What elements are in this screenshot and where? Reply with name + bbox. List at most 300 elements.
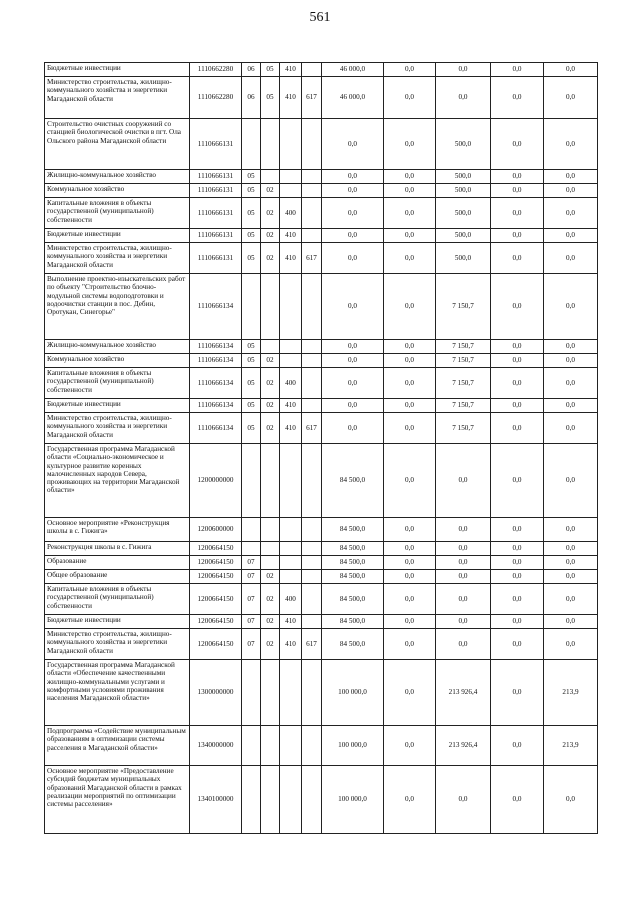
table-row: [45, 229, 598, 243]
amount-cell-5: 213,9: [544, 726, 598, 766]
amount-cell-1: 0,0: [322, 170, 384, 184]
subsection-code-cell: [261, 340, 280, 354]
amount-cell-5: 0,0: [544, 615, 598, 629]
subsection-code-cell: [261, 766, 280, 834]
row-name-cell: Основное мероприятие «Реконструкция школы в с. Гижига»: [45, 518, 190, 542]
expense-type-cell: [280, 542, 302, 556]
csr-code-cell: 1200000000: [190, 444, 242, 518]
amount-cell-2: 0,0: [384, 766, 436, 834]
amount-cell-3: 0,0: [436, 542, 491, 556]
amount-cell-3: 0,0: [436, 556, 491, 570]
amount-cell-4: 0,0: [491, 368, 544, 399]
section-code-cell: 05: [242, 399, 261, 413]
csr-code-cell: 1110666131: [190, 119, 242, 170]
section-code-cell: 05: [242, 198, 261, 229]
row-name-cell: Бюджетные инвестиции: [45, 615, 190, 629]
expense-type-cell: 410: [280, 63, 302, 77]
row-name-cell: Капитальные вложения в объекты государственной (муниципальной) собственности: [45, 584, 190, 615]
amount-cell-3: 0,0: [436, 444, 491, 518]
csr-code-cell: 1200664150: [190, 615, 242, 629]
admin-code-cell: [302, 63, 322, 77]
section-code-cell: 05: [242, 229, 261, 243]
expense-type-cell: 410: [280, 229, 302, 243]
row-name-cell: Подпрограмма «Содействие муниципальным образованиям в оптимизации системы расселения в Магаданской области»: [45, 726, 190, 766]
amount-cell-3: 500,0: [436, 184, 491, 198]
amount-cell-5: 0,0: [544, 243, 598, 274]
amount-cell-4: 0,0: [491, 119, 544, 170]
amount-cell-1: 0,0: [322, 119, 384, 170]
admin-code-cell: [302, 119, 322, 170]
table-row: [45, 556, 598, 570]
csr-code-cell: 1200600000: [190, 518, 242, 542]
amount-cell-4: 0,0: [491, 229, 544, 243]
row-name-cell: Выполнение проектно-изыскательских работ по объекту "Строительство блочно-модульной системы водоподготовки и водоочистки станции в пос. Дебин, Оротукан, Синегорье": [45, 274, 190, 340]
amount-cell-5: 0,0: [544, 340, 598, 354]
page-number: 561: [309, 10, 331, 25]
amount-cell-3: 213 926,4: [436, 660, 491, 726]
amount-cell-2: 0,0: [384, 615, 436, 629]
section-code-cell: 05: [242, 340, 261, 354]
csr-code-cell: 1110666131: [190, 198, 242, 229]
row-name-cell: Жилищно-коммунальное хозяйство: [45, 170, 190, 184]
csr-code-cell: 1200664150: [190, 570, 242, 584]
table-row: [45, 570, 598, 584]
section-code-cell: [242, 518, 261, 542]
amount-cell-3: 0,0: [436, 629, 491, 660]
admin-code-cell: [302, 542, 322, 556]
expense-type-cell: [280, 119, 302, 170]
amount-cell-5: 0,0: [544, 556, 598, 570]
amount-cell-3: 7 150,7: [436, 368, 491, 399]
amount-cell-3: 0,0: [436, 584, 491, 615]
amount-cell-4: 0,0: [491, 660, 544, 726]
amount-cell-1: 46 000,0: [322, 77, 384, 119]
budget-table: [44, 62, 598, 834]
amount-cell-5: 0,0: [544, 274, 598, 340]
expense-type-cell: [280, 766, 302, 834]
amount-cell-3: 0,0: [436, 518, 491, 542]
amount-cell-1: 0,0: [322, 184, 384, 198]
amount-cell-4: 0,0: [491, 198, 544, 229]
table-row: [45, 368, 598, 399]
admin-code-cell: [302, 556, 322, 570]
amount-cell-4: 0,0: [491, 570, 544, 584]
amount-cell-2: 0,0: [384, 584, 436, 615]
amount-cell-4: 0,0: [491, 63, 544, 77]
amount-cell-4: 0,0: [491, 766, 544, 834]
amount-cell-5: 0,0: [544, 542, 598, 556]
csr-code-cell: 1200664150: [190, 629, 242, 660]
amount-cell-1: 100 000,0: [322, 766, 384, 834]
expense-type-cell: 400: [280, 584, 302, 615]
expense-type-cell: 410: [280, 629, 302, 660]
csr-code-cell: 1110666134: [190, 413, 242, 444]
amount-cell-4: 0,0: [491, 77, 544, 119]
amount-cell-5: 0,0: [544, 198, 598, 229]
row-name-cell: Бюджетные инвестиции: [45, 229, 190, 243]
amount-cell-2: 0,0: [384, 184, 436, 198]
amount-cell-1: 84 500,0: [322, 444, 384, 518]
amount-cell-4: 0,0: [491, 413, 544, 444]
amount-cell-1: 0,0: [322, 368, 384, 399]
amount-cell-2: 0,0: [384, 444, 436, 518]
amount-cell-4: 0,0: [491, 629, 544, 660]
csr-code-cell: 1110662280: [190, 77, 242, 119]
subsection-code-cell: [261, 542, 280, 556]
subsection-code-cell: 02: [261, 243, 280, 274]
csr-code-cell: 1340000000: [190, 726, 242, 766]
admin-code-cell: [302, 518, 322, 542]
section-code-cell: 07: [242, 615, 261, 629]
subsection-code-cell: 02: [261, 184, 280, 198]
subsection-code-cell: [261, 274, 280, 340]
row-name-cell: Образование: [45, 556, 190, 570]
section-code-cell: [242, 766, 261, 834]
section-code-cell: 06: [242, 63, 261, 77]
subsection-code-cell: [261, 660, 280, 726]
amount-cell-2: 0,0: [384, 354, 436, 368]
amount-cell-4: 0,0: [491, 243, 544, 274]
expense-type-cell: 410: [280, 243, 302, 274]
section-code-cell: [242, 660, 261, 726]
amount-cell-1: 0,0: [322, 354, 384, 368]
amount-cell-2: 0,0: [384, 413, 436, 444]
row-name-cell: Капитальные вложения в объекты государственной (муниципальной) собственности: [45, 198, 190, 229]
table-row: [45, 615, 598, 629]
amount-cell-1: 0,0: [322, 198, 384, 229]
section-code-cell: [242, 119, 261, 170]
admin-code-cell: [302, 170, 322, 184]
section-code-cell: 07: [242, 570, 261, 584]
admin-code-cell: [302, 660, 322, 726]
amount-cell-2: 0,0: [384, 518, 436, 542]
admin-code-cell: [302, 399, 322, 413]
amount-cell-2: 0,0: [384, 570, 436, 584]
amount-cell-3: 0,0: [436, 615, 491, 629]
amount-cell-5: 0,0: [544, 170, 598, 184]
subsection-code-cell: [261, 119, 280, 170]
section-code-cell: [242, 274, 261, 340]
csr-code-cell: 1110666131: [190, 243, 242, 274]
amount-cell-1: 0,0: [322, 413, 384, 444]
subsection-code-cell: 02: [261, 615, 280, 629]
admin-code-cell: 617: [302, 629, 322, 660]
csr-code-cell: 1110666134: [190, 354, 242, 368]
row-name-cell: Жилищно-коммунальное хозяйство: [45, 340, 190, 354]
table-row: [45, 274, 598, 340]
amount-cell-1: 0,0: [322, 399, 384, 413]
section-code-cell: [242, 542, 261, 556]
expense-type-cell: 410: [280, 413, 302, 444]
amount-cell-1: 0,0: [322, 274, 384, 340]
csr-code-cell: 1200664150: [190, 542, 242, 556]
table-row: [45, 660, 598, 726]
section-code-cell: 05: [242, 184, 261, 198]
row-name-cell: Бюджетные инвестиции: [45, 399, 190, 413]
amount-cell-3: 7 150,7: [436, 399, 491, 413]
admin-code-cell: [302, 726, 322, 766]
section-code-cell: 07: [242, 629, 261, 660]
amount-cell-3: 500,0: [436, 119, 491, 170]
table-row: [45, 340, 598, 354]
amount-cell-4: 0,0: [491, 170, 544, 184]
row-name-cell: Министерство строительства, жилищно-коммунального хозяйства и энергетики Магаданской области: [45, 243, 190, 274]
amount-cell-2: 0,0: [384, 368, 436, 399]
subsection-code-cell: 02: [261, 229, 280, 243]
amount-cell-2: 0,0: [384, 198, 436, 229]
amount-cell-4: 0,0: [491, 354, 544, 368]
table-row: [45, 399, 598, 413]
table-row: [45, 444, 598, 518]
amount-cell-3: 0,0: [436, 77, 491, 119]
amount-cell-2: 0,0: [384, 243, 436, 274]
expense-type-cell: [280, 354, 302, 368]
row-name-cell: Бюджетные инвестиции: [45, 63, 190, 77]
amount-cell-5: 0,0: [544, 444, 598, 518]
subsection-code-cell: 02: [261, 570, 280, 584]
amount-cell-5: 0,0: [544, 184, 598, 198]
expense-type-cell: [280, 170, 302, 184]
row-name-cell: Коммунальное хозяйство: [45, 184, 190, 198]
table-row: [45, 170, 598, 184]
subsection-code-cell: 05: [261, 63, 280, 77]
amount-cell-1: 84 500,0: [322, 629, 384, 660]
table-row: [45, 184, 598, 198]
table-row: [45, 198, 598, 229]
subsection-code-cell: [261, 556, 280, 570]
row-name-cell: Государственная программа Магаданской области «Социально-экономическое и культурное развитие коренных малочисленных народов Севера, проживающих на территории Магаданской области»: [45, 444, 190, 518]
admin-code-cell: [302, 615, 322, 629]
row-name-cell: Министерство строительства, жилищно-коммунального хозяйства и энергетики Магаданской области: [45, 629, 190, 660]
table-row: [45, 243, 598, 274]
amount-cell-1: 84 500,0: [322, 584, 384, 615]
row-name-cell: Основное мероприятие «Предоставление субсидий бюджетам муниципальных образований Магаданской области в рамках реализации мероприятий по оптимизации системы расселения»: [45, 766, 190, 834]
amount-cell-1: 84 500,0: [322, 518, 384, 542]
admin-code-cell: [302, 184, 322, 198]
amount-cell-4: 0,0: [491, 399, 544, 413]
amount-cell-4: 0,0: [491, 274, 544, 340]
amount-cell-3: 0,0: [436, 766, 491, 834]
expense-type-cell: 410: [280, 615, 302, 629]
amount-cell-1: 84 500,0: [322, 615, 384, 629]
csr-code-cell: 1200664150: [190, 584, 242, 615]
subsection-code-cell: [261, 444, 280, 518]
amount-cell-1: 84 500,0: [322, 542, 384, 556]
expense-type-cell: [280, 444, 302, 518]
section-code-cell: 05: [242, 368, 261, 399]
expense-type-cell: 400: [280, 368, 302, 399]
admin-code-cell: [302, 766, 322, 834]
amount-cell-5: 0,0: [544, 354, 598, 368]
csr-code-cell: 1110666134: [190, 340, 242, 354]
subsection-code-cell: 02: [261, 354, 280, 368]
amount-cell-3: 0,0: [436, 570, 491, 584]
amount-cell-3: 500,0: [436, 170, 491, 184]
subsection-code-cell: 02: [261, 629, 280, 660]
expense-type-cell: 400: [280, 198, 302, 229]
csr-code-cell: 1110662280: [190, 63, 242, 77]
amount-cell-5: 213,9: [544, 660, 598, 726]
amount-cell-3: 7 150,7: [436, 354, 491, 368]
amount-cell-3: 7 150,7: [436, 274, 491, 340]
amount-cell-3: 500,0: [436, 243, 491, 274]
amount-cell-4: 0,0: [491, 542, 544, 556]
amount-cell-3: 7 150,7: [436, 340, 491, 354]
admin-code-cell: [302, 444, 322, 518]
expense-type-cell: [280, 726, 302, 766]
table-row: [45, 413, 598, 444]
table-row: [45, 766, 598, 834]
amount-cell-2: 0,0: [384, 63, 436, 77]
amount-cell-5: 0,0: [544, 368, 598, 399]
amount-cell-5: 0,0: [544, 399, 598, 413]
amount-cell-4: 0,0: [491, 184, 544, 198]
amount-cell-5: 0,0: [544, 413, 598, 444]
admin-code-cell: [302, 274, 322, 340]
expense-type-cell: [280, 184, 302, 198]
row-name-cell: Министерство строительства, жилищно-коммунального хозяйства и энергетики Магаданской области: [45, 413, 190, 444]
expense-type-cell: 410: [280, 399, 302, 413]
admin-code-cell: 617: [302, 243, 322, 274]
amount-cell-2: 0,0: [384, 77, 436, 119]
csr-code-cell: 1110666131: [190, 170, 242, 184]
amount-cell-3: 500,0: [436, 229, 491, 243]
row-name-cell: Общее образование: [45, 570, 190, 584]
amount-cell-5: 0,0: [544, 584, 598, 615]
amount-cell-5: 0,0: [544, 229, 598, 243]
row-name-cell: Строительство очистных сооружений со станцией биологической очистки в пгт. Ола Ольского района Магаданской области: [45, 119, 190, 170]
amount-cell-1: 84 500,0: [322, 556, 384, 570]
expense-type-cell: [280, 556, 302, 570]
amount-cell-1: 0,0: [322, 243, 384, 274]
row-name-cell: Министерство строительства, жилищно-коммунального хозяйства и энергетики Магаданской области: [45, 77, 190, 119]
row-name-cell: Капитальные вложения в объекты государственной (муниципальной) собственности: [45, 368, 190, 399]
amount-cell-2: 0,0: [384, 556, 436, 570]
expense-type-cell: [280, 340, 302, 354]
admin-code-cell: [302, 570, 322, 584]
amount-cell-5: 0,0: [544, 766, 598, 834]
csr-code-cell: 1110666134: [190, 368, 242, 399]
section-code-cell: 05: [242, 170, 261, 184]
subsection-code-cell: [261, 170, 280, 184]
admin-code-cell: [302, 198, 322, 229]
amount-cell-4: 0,0: [491, 556, 544, 570]
amount-cell-1: 0,0: [322, 229, 384, 243]
table-row: [45, 542, 598, 556]
row-name-cell: Государственная программа Магаданской области «Обеспечение качественными жилищно-коммунальными услугами и комфортными условиями проживания населения Магаданской области»: [45, 660, 190, 726]
subsection-code-cell: 02: [261, 413, 280, 444]
subsection-code-cell: 05: [261, 77, 280, 119]
admin-code-cell: [302, 584, 322, 615]
amount-cell-5: 0,0: [544, 518, 598, 542]
admin-code-cell: [302, 354, 322, 368]
section-code-cell: [242, 726, 261, 766]
section-code-cell: 05: [242, 413, 261, 444]
expense-type-cell: [280, 274, 302, 340]
amount-cell-2: 0,0: [384, 274, 436, 340]
subsection-code-cell: 02: [261, 368, 280, 399]
amount-cell-3: 0,0: [436, 63, 491, 77]
admin-code-cell: 617: [302, 77, 322, 119]
csr-code-cell: 1110666134: [190, 274, 242, 340]
amount-cell-2: 0,0: [384, 119, 436, 170]
amount-cell-2: 0,0: [384, 399, 436, 413]
amount-cell-2: 0,0: [384, 170, 436, 184]
amount-cell-1: 84 500,0: [322, 570, 384, 584]
amount-cell-3: 213 926,4: [436, 726, 491, 766]
table-row: [45, 629, 598, 660]
amount-cell-4: 0,0: [491, 615, 544, 629]
admin-code-cell: [302, 229, 322, 243]
subsection-code-cell: [261, 726, 280, 766]
amount-cell-3: 500,0: [436, 198, 491, 229]
section-code-cell: [242, 444, 261, 518]
admin-code-cell: [302, 340, 322, 354]
amount-cell-3: 7 150,7: [436, 413, 491, 444]
amount-cell-1: 100 000,0: [322, 726, 384, 766]
amount-cell-4: 0,0: [491, 444, 544, 518]
amount-cell-5: 0,0: [544, 119, 598, 170]
amount-cell-1: 0,0: [322, 340, 384, 354]
section-code-cell: 05: [242, 354, 261, 368]
amount-cell-4: 0,0: [491, 518, 544, 542]
amount-cell-2: 0,0: [384, 542, 436, 556]
amount-cell-4: 0,0: [491, 726, 544, 766]
amount-cell-5: 0,0: [544, 63, 598, 77]
csr-code-cell: 1300000000: [190, 660, 242, 726]
amount-cell-5: 0,0: [544, 77, 598, 119]
csr-code-cell: 1110666131: [190, 229, 242, 243]
amount-cell-4: 0,0: [491, 340, 544, 354]
amount-cell-4: 0,0: [491, 584, 544, 615]
table-row: [45, 584, 598, 615]
admin-code-cell: 617: [302, 413, 322, 444]
subsection-code-cell: [261, 518, 280, 542]
section-code-cell: 06: [242, 77, 261, 119]
subsection-code-cell: 02: [261, 584, 280, 615]
csr-code-cell: 1340100000: [190, 766, 242, 834]
csr-code-cell: 1200664150: [190, 556, 242, 570]
expense-type-cell: 410: [280, 77, 302, 119]
expense-type-cell: [280, 518, 302, 542]
csr-code-cell: 1110666131: [190, 184, 242, 198]
table-row: [45, 77, 598, 119]
expense-type-cell: [280, 660, 302, 726]
amount-cell-5: 0,0: [544, 570, 598, 584]
amount-cell-1: 46 000,0: [322, 63, 384, 77]
amount-cell-2: 0,0: [384, 726, 436, 766]
amount-cell-2: 0,0: [384, 660, 436, 726]
row-name-cell: Реконструкция школы в с. Гижига: [45, 542, 190, 556]
table-row: [45, 518, 598, 542]
table-row: [45, 726, 598, 766]
section-code-cell: 07: [242, 584, 261, 615]
table-row: [45, 63, 598, 77]
csr-code-cell: 1110666134: [190, 399, 242, 413]
admin-code-cell: [302, 368, 322, 399]
amount-cell-2: 0,0: [384, 629, 436, 660]
amount-cell-5: 0,0: [544, 629, 598, 660]
table-row: [45, 119, 598, 170]
amount-cell-2: 0,0: [384, 340, 436, 354]
section-code-cell: 05: [242, 243, 261, 274]
subsection-code-cell: 02: [261, 198, 280, 229]
expense-type-cell: [280, 570, 302, 584]
table-row: [45, 354, 598, 368]
row-name-cell: Коммунальное хозяйство: [45, 354, 190, 368]
section-code-cell: 07: [242, 556, 261, 570]
subsection-code-cell: 02: [261, 399, 280, 413]
